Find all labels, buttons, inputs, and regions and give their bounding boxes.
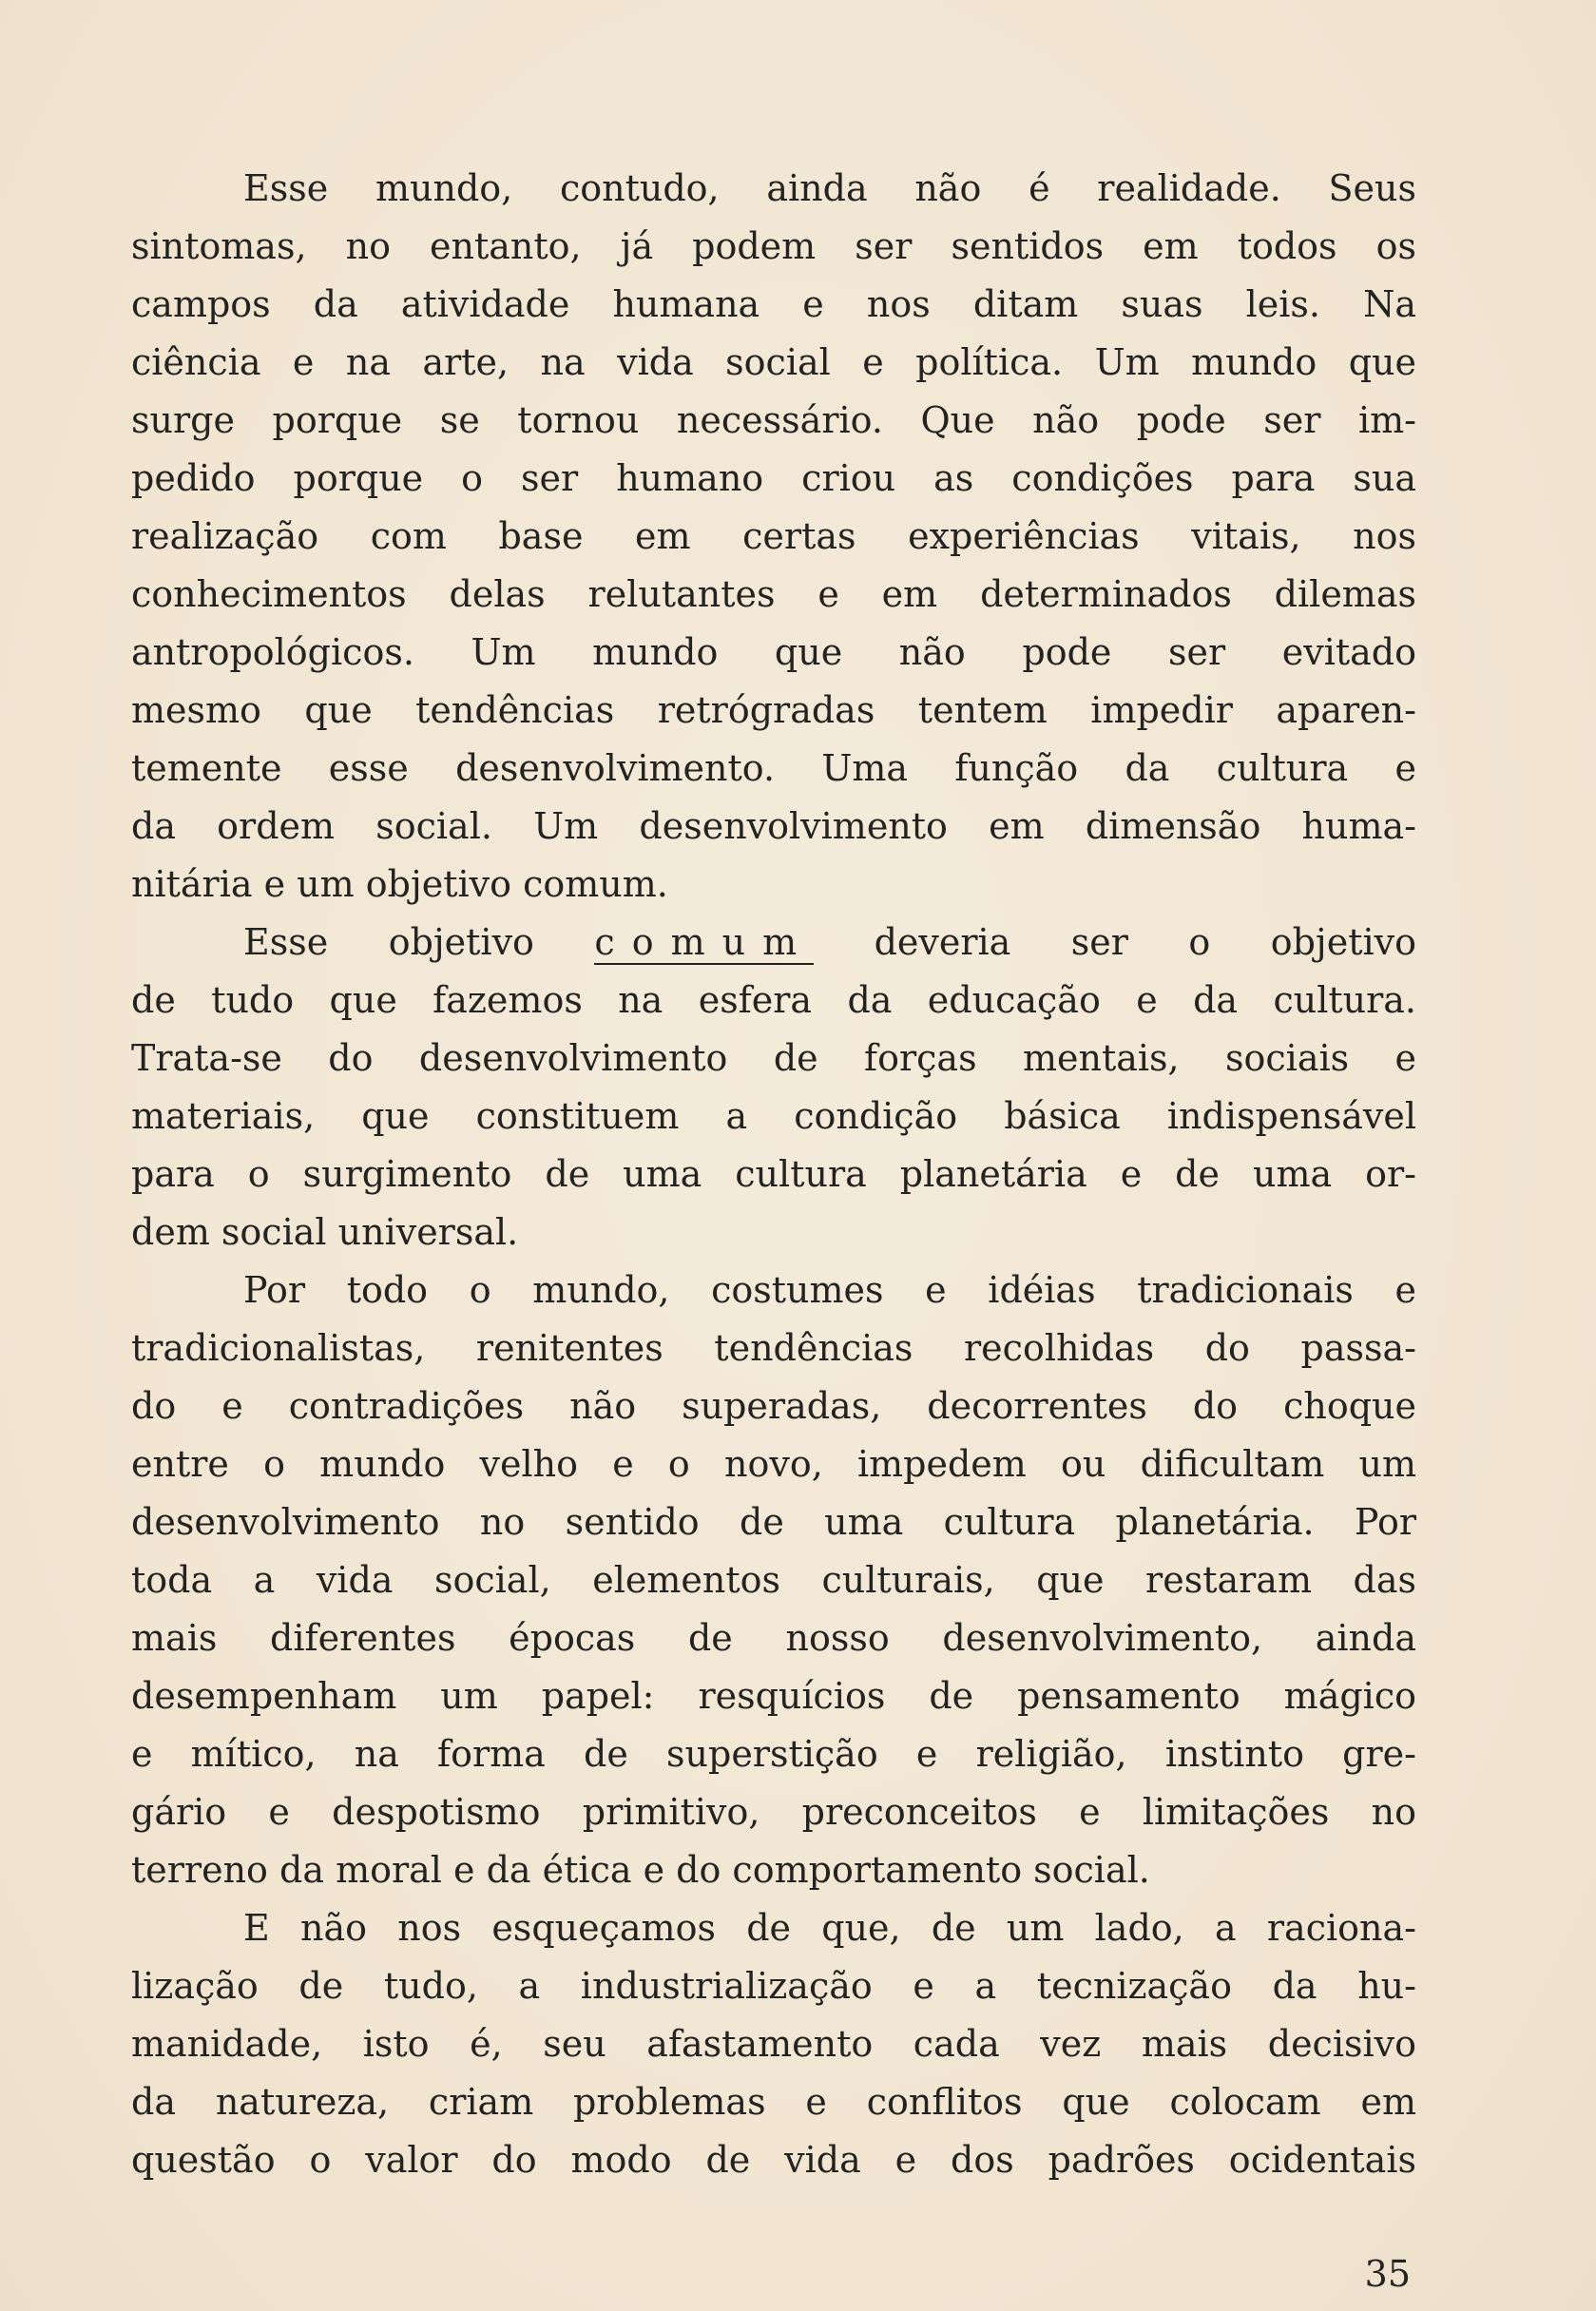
text-line: sintomas, no entanto, já podem ser sentidos em todos os: [131, 225, 1416, 267]
text-line: campos da atividade humana e nos ditam suas leis. Na: [131, 283, 1416, 325]
text-line: e mítico, na forma de superstição e religião, instinto gre-: [131, 1733, 1416, 1775]
page-number: 35: [1364, 2253, 1411, 2295]
text-line: dem social universal.: [131, 1211, 519, 1253]
text-line: Por todo o mundo, costumes e idéias tradicionais e: [243, 1269, 1416, 1311]
text-line: conhecimentos delas relutantes e em determinados dilemas: [131, 573, 1416, 615]
text-line: mesmo que tendências retrógradas tentem impedir aparen-: [131, 689, 1416, 731]
body-text: [131, 160, 1416, 2189]
text-line: terreno da moral e da ética e do comportamento social.: [131, 1849, 1150, 1891]
text-line: materiais, que constituem a condição básica indispensável: [131, 1095, 1416, 1137]
text-line: do e contradições não superadas, decorrentes do choque: [131, 1385, 1416, 1427]
text-fragment: Esse objetivo: [243, 921, 534, 963]
text-line: desenvolvimento no sentido de uma cultura planetária. Por: [131, 1501, 1416, 1543]
text-line: Trata-se do desenvolvimento de forças mentais, sociais e: [131, 1037, 1416, 1079]
text-line: entre o mundo velho e o novo, impedem ou dificultam um: [131, 1443, 1416, 1485]
text-fragment: deveria ser o objetivo: [874, 921, 1416, 963]
text-line: ciência e na arte, na vida social e política. Um mundo que: [131, 341, 1416, 383]
text-line: da natureza, criam problemas e conflitos que colocam em: [131, 2081, 1416, 2123]
text-line: de tudo que fazemos na esfera da educação e da cultura.: [131, 979, 1416, 1021]
text-line: realização com base em certas experiências vitais, nos: [131, 515, 1416, 557]
text-line: gário e despotismo primitivo, preconceitos e limitações no: [131, 1791, 1416, 1833]
text-line: manidade, isto é, seu afastamento cada vez mais decisivo: [131, 2023, 1416, 2065]
text-line: pedido porque o ser humano criou as condições para sua: [131, 457, 1416, 499]
text-line: desempenham um papel: resquícios de pensamento mágico: [131, 1675, 1416, 1717]
text-line: nitária e um objetivo comum.: [131, 863, 668, 905]
text-line-emphasis: [131, 914, 1416, 972]
underlined-word: comum: [594, 921, 815, 963]
text-line: da ordem social. Um desenvolvimento em dimensão huma-: [131, 805, 1416, 847]
text-line: antropológicos. Um mundo que não pode ser evitado: [131, 631, 1416, 673]
text-line: mais diferentes épocas de nosso desenvolvimento, ainda: [131, 1617, 1416, 1659]
text-line: surge porque se tornou necessário. Que não pode ser im-: [131, 399, 1416, 441]
text-line: tradicionalistas, renitentes tendências recolhidas do passa-: [131, 1327, 1416, 1369]
text-line: questão o valor do modo de vida e dos padrões ocidentais: [131, 2139, 1416, 2181]
text-line: para o surgimento de uma cultura planetária e de uma or-: [131, 1153, 1416, 1195]
text-line: lização de tudo, a industrialização e a tecnização da hu-: [131, 1965, 1416, 2007]
text-line: Esse mundo, contudo, ainda não é realidade. Seus: [243, 167, 1416, 209]
text-line: temente esse desenvolvimento. Uma função da cultura e: [131, 747, 1416, 789]
text-line: toda a vida social, elementos culturais, que restaram das: [131, 1559, 1416, 1601]
text-line: E não nos esqueçamos de que, de um lado, a raciona-: [243, 1907, 1416, 1949]
